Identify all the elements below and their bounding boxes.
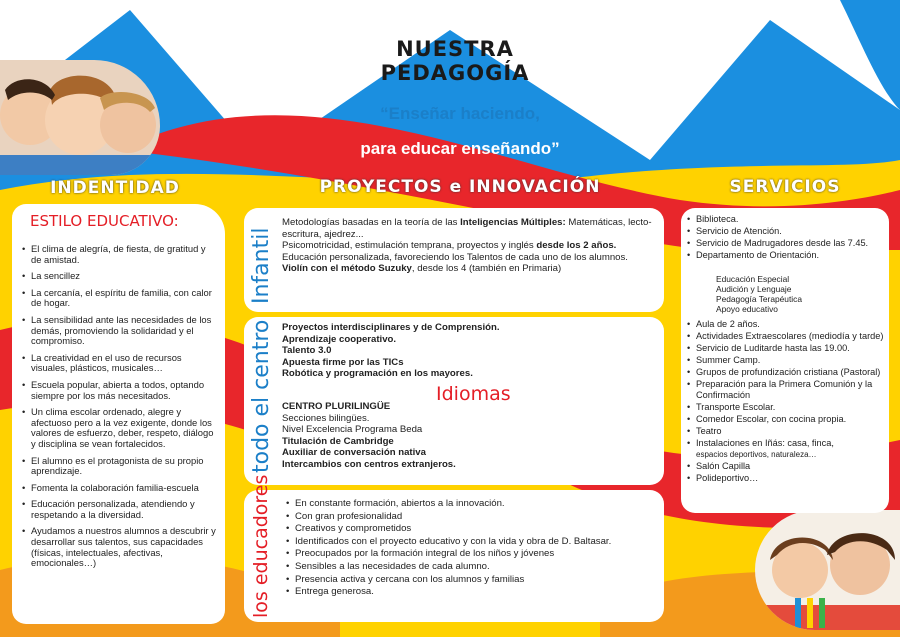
- children-photo-top: [0, 60, 160, 175]
- centro-idiomas: CENTRO PLURILINGÜE Secciones bilingües. Nivel Excelencia Programa Beda Titulación de Cambridge Auxiliar de conversación nativa Intercambios con centros extranjeros.: [282, 401, 456, 470]
- list-item: • Summer Camp.: [687, 355, 885, 366]
- estilo-list: [22, 244, 218, 575]
- list-item: • Aula de 2 años.: [687, 319, 885, 330]
- list-item: • Actividades Extraescolares (mediodía y tarde): [687, 331, 885, 342]
- list-item: • El clima de alegría, de fiesta, de gratitud y de amistad.: [22, 244, 218, 265]
- list-item: • Un clima escolar ordenado, alegre y afectuoso pero a la vez exigente, donde los valores de esfuerzo, deber, respeto, diálogo y disciplina se vean fortalecidos.: [22, 407, 218, 449]
- children-photo-bottom: [755, 510, 900, 630]
- list-item: • La cercanía, el espíritu de familia, con calor de hogar.: [22, 288, 218, 309]
- infantil-text: Metodologías basadas en la teoría de las Inteligencias Múltiples: Matemáticas, lecto-escritura, ajedrez... Psicomotricidad, estimulación temprana, proyectos y inglés desde los 2 años. Educación personalizada, favoreciendo los Talentos de cada uno de los alumnos. Violín con el método Suzuky, desde los 4 (también en Primaria): [282, 217, 652, 275]
- centro-label: todo el centro: [249, 319, 274, 473]
- slogan-line1: “Enseñar haciendo,: [380, 104, 540, 123]
- centro-projects: Proyectos interdisciplinares y de Comprensión. Aprendizaje cooperativo. Talento 3.0 Apuesta firme por las TICs Robótica y programación en los mayores.: [282, 322, 500, 380]
- list-item: • Presencia activa y cercana con los alumnos y familias: [286, 574, 656, 586]
- list-item: • Salón Capilla: [687, 461, 885, 472]
- estilo-educativo-panel: [12, 204, 225, 624]
- infantil-label: Infantil: [249, 227, 274, 304]
- orientacion-sublist: Educación Especial Audición y Lenguaje Pedagogía Terapéutica Apoyo educativo: [716, 274, 802, 314]
- servicios-panel: [681, 208, 889, 513]
- list-item: • Instalaciones en Iñás: casa, finca, espacios deportivos, naturaleza…: [687, 438, 885, 460]
- list-item: • Escuela popular, abierta a todos, optando siempre por los más necesitados.: [22, 380, 218, 401]
- list-item: • Identificados con el proyecto educativo y con la vida y obra de D. Baltasar.: [286, 536, 656, 548]
- educadores-label: los educadores: [250, 474, 272, 618]
- list-item: • Servicio de Madrugadores desde las 7.45.: [687, 238, 885, 249]
- list-item: • Polideportivo…: [687, 473, 885, 484]
- list-item: • Ayudamos a nuestros alumnos a descubrir y desarrollar sus talentos, sus capacidades (físicas, intelectuales, afectivas, emocionales…): [22, 526, 218, 568]
- servicios-list: [687, 214, 885, 262]
- list-item: • Sensibles a las necesidades de cada alumno.: [286, 561, 656, 573]
- list-item: • Preparación para la Primera Comunión y la Confirmación: [687, 379, 885, 401]
- estilo-title: ESTILO EDUCATIVO:: [30, 212, 179, 230]
- section-identidad-heading: INDENTIDAD: [50, 178, 180, 198]
- section-servicios-heading: SERVICIOS: [729, 177, 841, 197]
- centro-panel: [244, 317, 664, 485]
- list-item: • Comedor Escolar, con cocina propia.: [687, 414, 885, 425]
- servicios-list-b: [687, 319, 885, 485]
- section-proyectos-heading: PROYECTOS e INNOVACIÓN: [319, 177, 601, 197]
- list-item: • Servicio de Luditarde hasta las 19.00.: [687, 343, 885, 354]
- list-item: • Biblioteca.: [687, 214, 885, 225]
- list-item: • En constante formación, abiertos a la innovación.: [286, 498, 656, 510]
- list-item: • Grupos de profundización cristiana (Pastoral): [687, 367, 885, 378]
- list-item: • Transporte Escolar.: [687, 402, 885, 413]
- list-item: • El alumno es el protagonista de su propio aprendizaje.: [22, 456, 218, 477]
- list-item: • Departamento de Orientación.: [687, 250, 885, 261]
- list-item: • Creativos y comprometidos: [286, 523, 656, 535]
- list-item: • Con gran profesionalidad: [286, 511, 656, 523]
- list-item: • Teatro: [687, 426, 885, 437]
- page-title-line2: PEDAGOGÍA: [380, 61, 530, 85]
- list-item: • La creatividad en el uso de recursos visuales, plásticos, musicales…: [22, 353, 218, 374]
- list-item: • Educación personalizada, atendiendo y respetando a la diversidad.: [22, 499, 218, 520]
- list-item: • Servicio de Atención.: [687, 226, 885, 237]
- list-item: • Entrega generosa.: [286, 586, 656, 598]
- list-item: • La sensibilidad ante las necesidades de los demás, promoviendo la solidaridad y el compromiso.: [22, 315, 218, 347]
- list-item: • Preocupados por la formación integral de los niños y jóvenes: [286, 548, 656, 560]
- list-item: • Fomenta la colaboración familia-escuela: [22, 483, 218, 494]
- educadores-list: [286, 498, 656, 599]
- educadores-panel: [244, 474, 664, 622]
- slogan-line2: para educar enseñando”: [360, 139, 560, 158]
- infantil-panel: [244, 208, 664, 312]
- page-title-line1: NUESTRA: [396, 37, 514, 61]
- list-item: • La sencillez: [22, 271, 218, 282]
- idiomas-label: Idiomas: [436, 383, 511, 405]
